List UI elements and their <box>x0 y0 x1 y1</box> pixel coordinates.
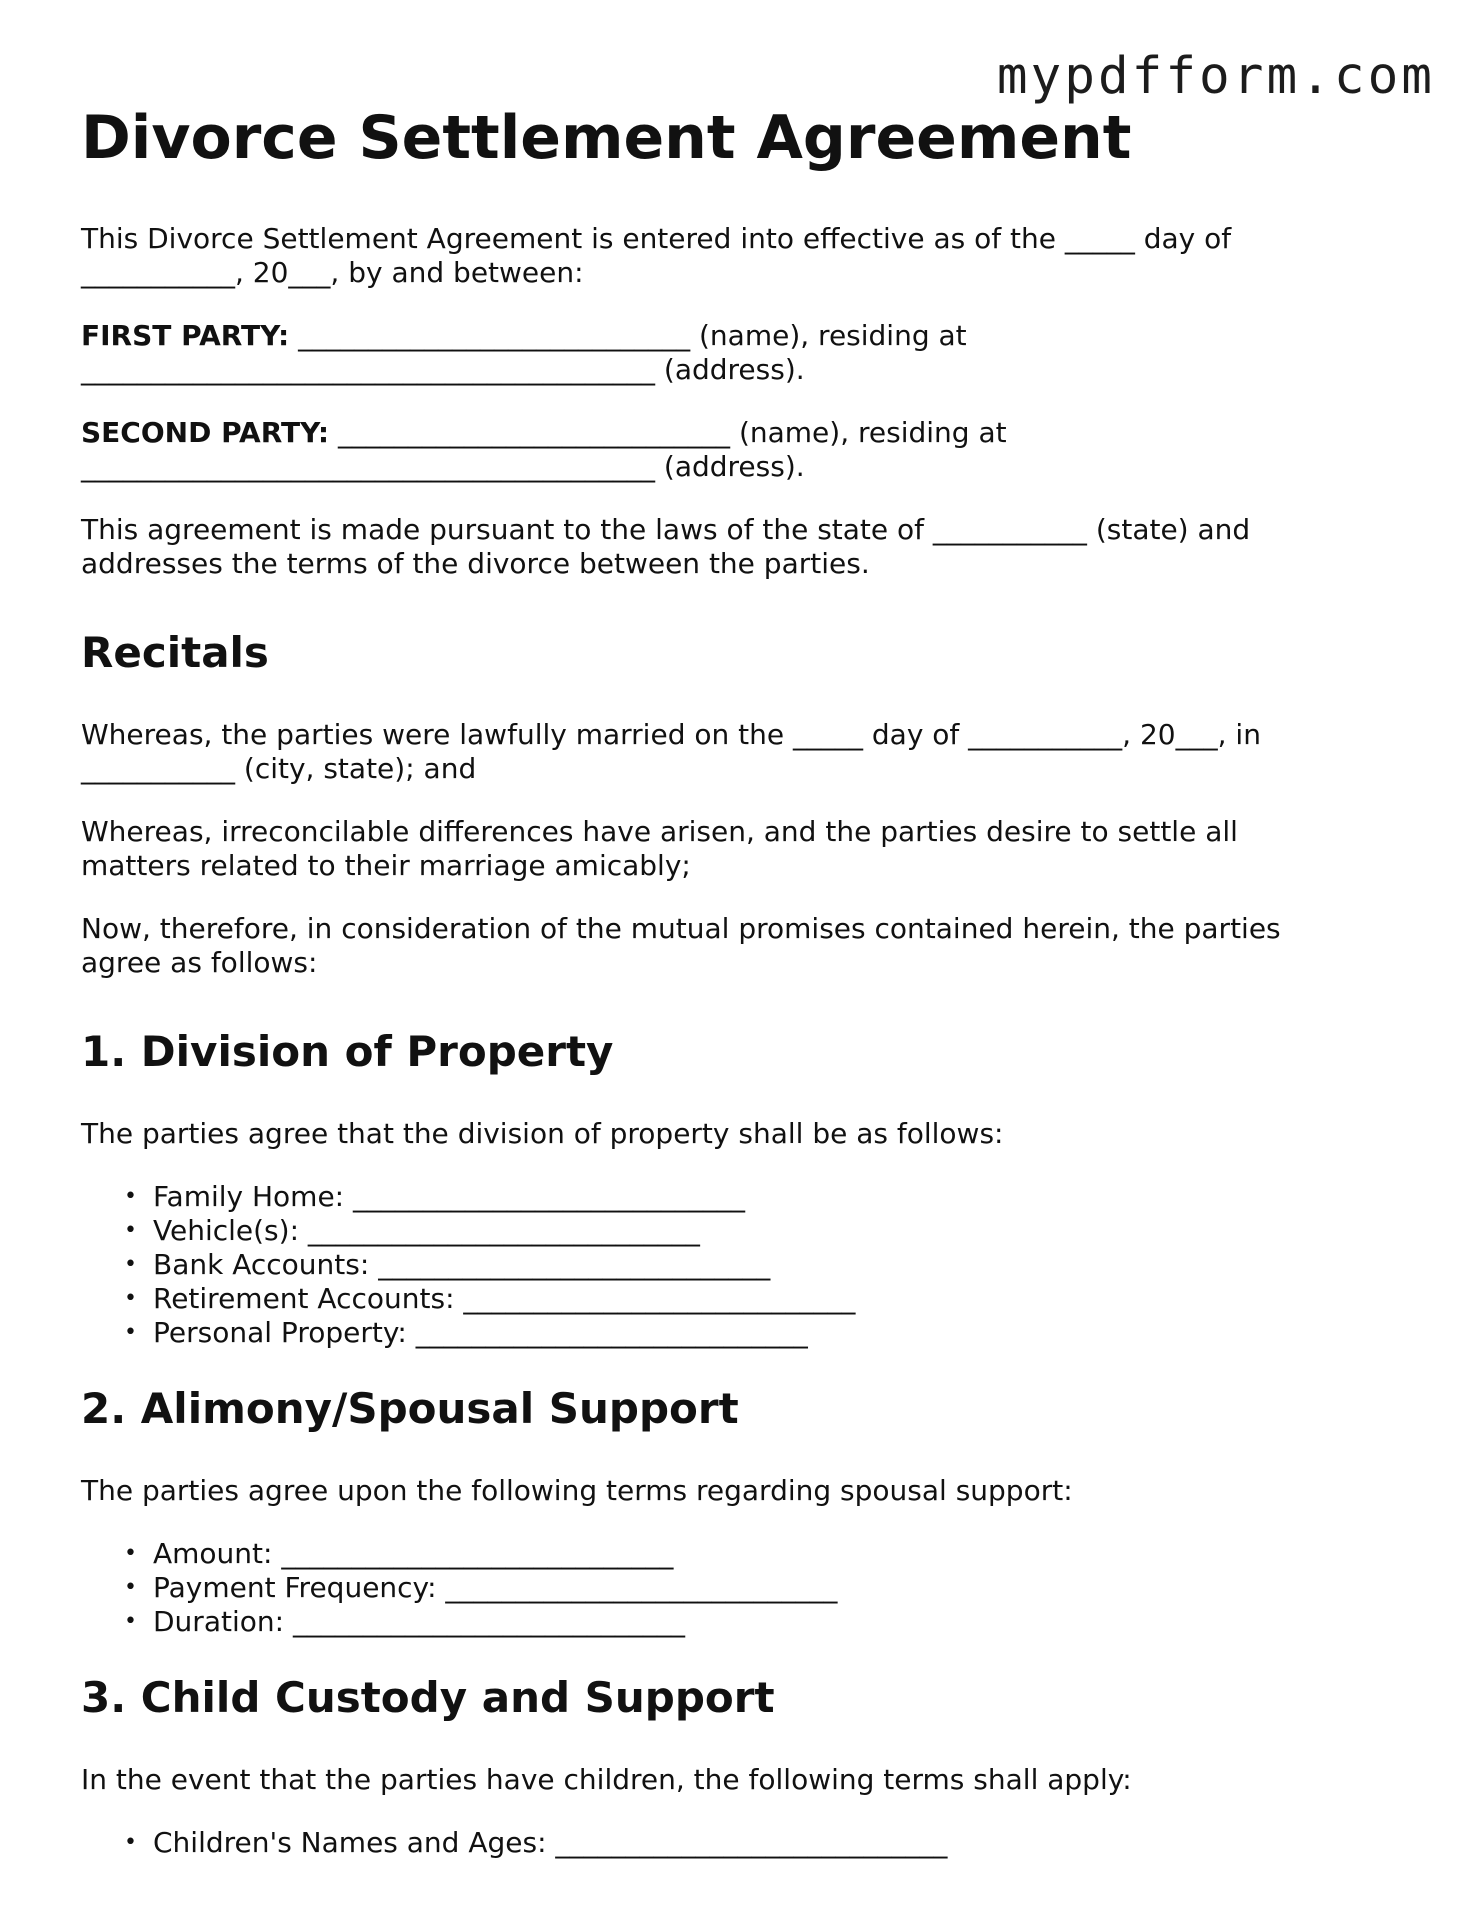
property-family-home[interactable]: Family Home: ____________________________ <box>153 1180 746 1213</box>
bullet-icon: • <box>124 1830 137 1855</box>
property-vehicles[interactable]: Vehicle(s): ____________________________ <box>153 1214 700 1247</box>
intro-paragraph <box>81 222 1371 290</box>
recital-consideration-line-2: agree as follows: <box>81 946 318 979</box>
bullet-icon: • <box>124 1218 137 1243</box>
spousal-support-list <box>81 1537 1371 1639</box>
site-watermark: mypdfform.com <box>996 47 1435 106</box>
list-item[interactable] <box>124 1180 1371 1214</box>
support-payment-frequency[interactable]: Payment Frequency: ____________________________ <box>153 1571 838 1604</box>
governing-law-paragraph <box>81 513 1371 581</box>
section-1-intro: The parties agree that the division of property shall be as follows: <box>81 1117 1004 1150</box>
recital-differences-paragraph <box>81 815 1371 883</box>
recital-differences-line-2: matters related to their marriage amicably; <box>81 849 691 882</box>
bullet-icon: • <box>124 1575 137 1600</box>
governing-law-line-1: This agreement is made pursuant to the laws of the state of ___________ (state) and <box>81 513 1251 546</box>
second-party-paragraph <box>81 416 1371 484</box>
bullet-icon: • <box>124 1320 137 1345</box>
second-party-name-blank[interactable]: ____________________________ (name), residing at <box>329 416 1007 449</box>
first-party-label: FIRST PARTY: <box>81 319 290 352</box>
governing-law-line-2: addresses the terms of the divorce between the parties. <box>81 547 870 580</box>
bullet-icon: • <box>124 1286 137 1311</box>
recital-marriage-paragraph <box>81 718 1371 786</box>
list-item[interactable] <box>124 1282 1371 1316</box>
bullet-icon: • <box>124 1184 137 1209</box>
section-1-heading: 1. Division of Property <box>81 1027 614 1076</box>
document-title: Divorce Settlement Agreement <box>81 103 1132 173</box>
bullet-icon: • <box>124 1541 137 1566</box>
recital-consideration-line-1: Now, therefore, in consideration of the mutual promises contained herein, the parties <box>81 912 1281 945</box>
document-body <box>81 102 1371 1894</box>
second-party-line-1 <box>81 416 1371 450</box>
first-party-address-blank[interactable]: _________________________________________ (address). <box>81 353 805 386</box>
list-item[interactable] <box>124 1316 1371 1350</box>
second-party-address-blank[interactable]: _________________________________________ (address). <box>81 450 805 483</box>
list-item[interactable] <box>124 1826 1371 1860</box>
section-3-heading: 3. Child Custody and Support <box>81 1673 775 1722</box>
property-retirement-accounts[interactable]: Retirement Accounts: ____________________________ <box>153 1282 856 1315</box>
list-item[interactable] <box>124 1214 1371 1248</box>
bullet-icon: • <box>124 1609 137 1634</box>
recital-consideration-paragraph <box>81 912 1371 980</box>
children-names-ages[interactable]: Children's Names and Ages: ____________________________ <box>153 1826 948 1859</box>
section-2-intro: The parties agree upon the following terms regarding spousal support: <box>81 1474 1073 1507</box>
property-bank-accounts[interactable]: Bank Accounts: ____________________________ <box>153 1248 771 1281</box>
recital-marriage-line-1: Whereas, the parties were lawfully married on the _____ day of ___________, 20___, in <box>81 718 1261 751</box>
child-custody-list <box>81 1826 1371 1860</box>
recital-marriage-line-2: ___________ (city, state); and <box>81 752 477 785</box>
list-item[interactable] <box>124 1605 1371 1639</box>
section-3-intro: In the event that the parties have children, the following terms shall apply: <box>81 1763 1132 1796</box>
first-party-line-1 <box>81 319 1371 353</box>
list-item[interactable] <box>124 1571 1371 1605</box>
property-personal-property[interactable]: Personal Property: ____________________________ <box>153 1316 808 1349</box>
first-party-name-blank[interactable]: ____________________________ (name), residing at <box>289 319 967 352</box>
intro-line-1: This Divorce Settlement Agreement is entered into effective as of the _____ day of <box>81 222 1232 255</box>
list-item[interactable] <box>124 1248 1371 1282</box>
support-amount[interactable]: Amount: ____________________________ <box>153 1537 674 1570</box>
property-list <box>81 1180 1371 1350</box>
list-item[interactable] <box>124 1537 1371 1571</box>
section-2-heading: 2. Alimony/Spousal Support <box>81 1384 739 1433</box>
support-duration[interactable]: Duration: ____________________________ <box>153 1605 685 1638</box>
bullet-icon: • <box>124 1252 137 1277</box>
recitals-heading: Recitals <box>81 628 269 677</box>
first-party-paragraph <box>81 319 1371 387</box>
second-party-label: SECOND PARTY: <box>81 416 330 449</box>
intro-line-2: ___________, 20___, by and between: <box>81 256 584 289</box>
recital-differences-line-1: Whereas, irreconcilable differences have arisen, and the parties desire to settle all <box>81 815 1238 848</box>
